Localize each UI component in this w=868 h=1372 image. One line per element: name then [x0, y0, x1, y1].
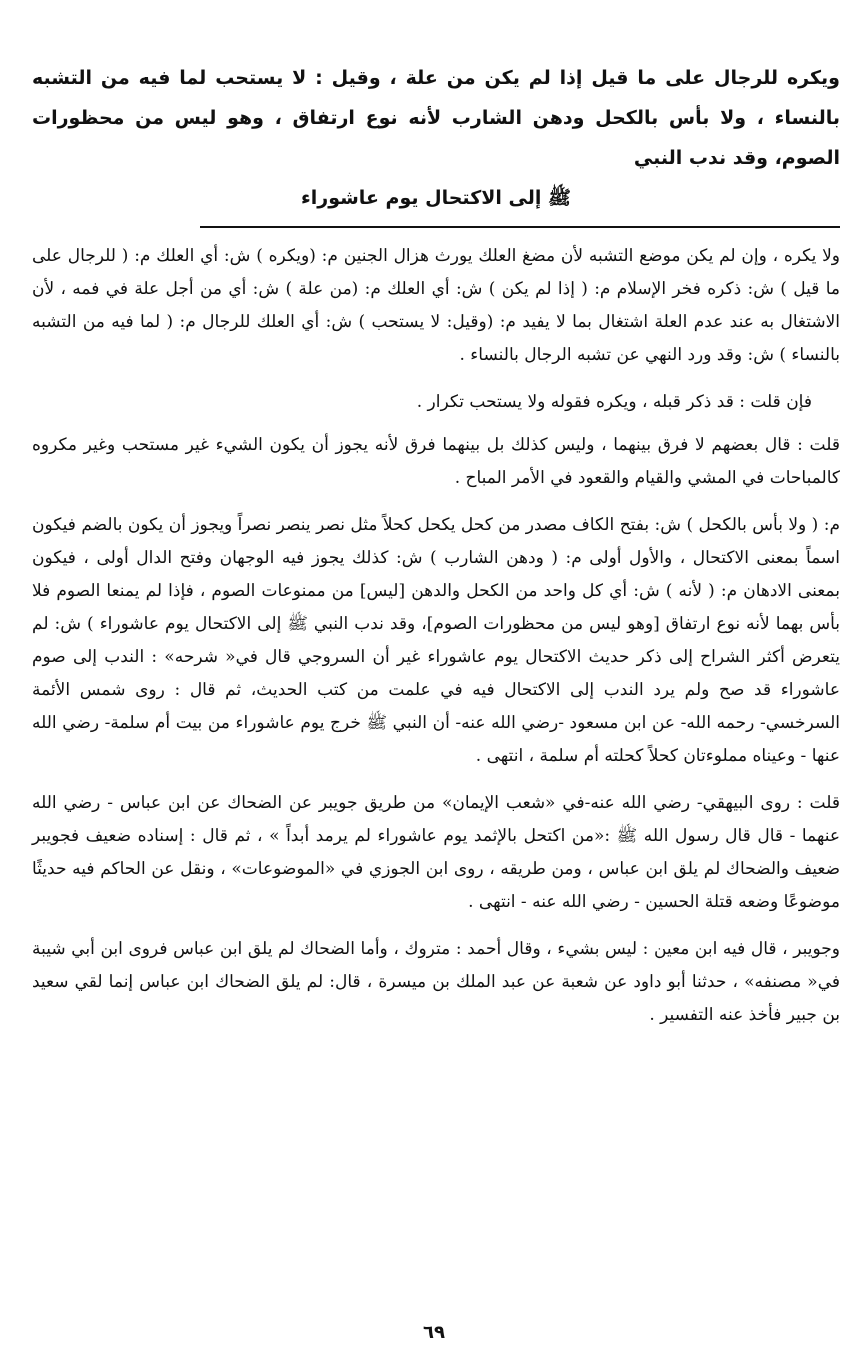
commentary-paragraph-2: فإن قلت : قد ذكر قبله ، ويكره فقوله ولا يستحب تكرار . — [416, 392, 812, 412]
page-number: ٦٩ — [423, 1322, 445, 1343]
commentary-paragraph-5: قلت : روى البيهقي- رضي الله عنه-في «شعب الإيمان» من طريق جويبر عن الضحاك عن ابن عباس - رضي الله عنهما - قال قال رسول الله ﷺ :«من اكتحل بالإثمد يوم عاشوراء لم يرمد أبداً » ، ثم قال : إسناده ضعيف فجويبر ضعيف والضحاك لم يلق ابن عباس ، ومن طريقه ، روى ابن الجوزي في «الموضوعات» ، ونقل عن الحاكم فيه حديثًا موضوعًا وضعه قتلة الحسين - رضي الله عنه - انتهى . — [32, 793, 840, 912]
matn-line-3: ﷺ إلى الاكتحال يوم عاشوراء — [301, 187, 571, 209]
separator-rule — [200, 226, 840, 228]
commentary-paragraph-4: م: ( ولا بأس بالكحل ) ش: بفتح الكاف مصدر من كحل يكحل كحلاً مثل نصر ينصر نصراً ويجوز أن يكون بالضم فيكون اسماً بمعنى الاكتحال ، والأول أولى م: ( ودهن الشارب ) ش: كذلك يجوز فيه الوجهان وفتح الدال أولى ، فيكون بمعنى الادهان م: ( لأنه ) ش: أي كل واحد من الكحل والدهن [ليس] من ممنوعات الصوم ، فإذا لم يمنعا الصوم فلا بأس بهما لأنه نوع ارتفاق [وهو ليس من محظورات الصوم]، وقد ندب النبي ﷺ إلى الاكتحال يوم عاشوراء ) ش: لم يتعرض أكثر الشراح إلى ذكر حديث الاكتحال يوم عاشوراء غير أن السروجي قال في« شرحه» : الندب إلى صوم عاشوراء قد صح ولم يرد الندب إلى الاكتحال فيه في علمت من كتب الحديث، ثم قال : روى شمس الأئمة السرخسي- رحمه الله- عن ابن مسعود -رضي الله عنه- أن النبي ﷺ خرج يوم عاشوراء من بيت أم سلمة- رضي الله عنها - وعيناه مملوءتان كحلاً كحلته أم سلمة ، انتهى . — [32, 515, 840, 766]
matn-line-1: ويكره للرجال على ما قيل إذا لم يكن من علة ، وقيل : لا يستحب لما فيه من التشبه بالنساء ، ولا — [32, 67, 841, 129]
page-body — [32, 58, 840, 1046]
matn-line-2: بأس بالكحل ودهن الشارب لأنه نوع ارتفاق ، وهو ليس من محظورات الصوم، وقد ندب النبي — [32, 107, 840, 169]
commentary-paragraph-1: ولا يكره ، وإن لم يكن موضع التشبه لأن مضغ العلك يورث هزال الجنين م: (ويكره ) ش: أي العلك م: ( للرجال على ما قيل ) ش: ذكره فخر الإسلام م: ( إذا لم يكن ) ش: أي العلك م: (من علة ) ش: أي من أجل علة في فمه ، لأن الاشتغال به عند عدم العلة اشتغال بما لا يفيد م: (وقيل: لا يستحب ) ش: أي العلك للرجال م: ( لما فيه من التشبه بالنساء ) ش: وقد ورد النهي عن تشبه الرجال بالنساء . — [32, 246, 840, 365]
matn-text — [32, 58, 840, 218]
commentary-paragraph-3: قلت : قال بعضهم لا فرق بينهما ، وليس كذلك بل بينهما فرق لأنه يجوز أن يكون الشيء غير مستحب وغير مكروه كالمباحات في المشي والقيام والقعود في الأمر المباح . — [32, 435, 840, 488]
commentary — [32, 240, 840, 1032]
commentary-paragraph-6: وجويبر ، قال فيه ابن معين : ليس بشيء ، وقال أحمد : متروك ، وأما الضحاك لم يلق ابن عباس فروى ابن أبي شيبة في« مصنفه» ، حدثنا أبو داود عن شعبة عن عبد الملك بن ميسرة ، قال: لم يلق الضحاك ابن عباس إنما لقي سعيد بن جبير فأخذ عنه التفسير . — [32, 939, 840, 1025]
